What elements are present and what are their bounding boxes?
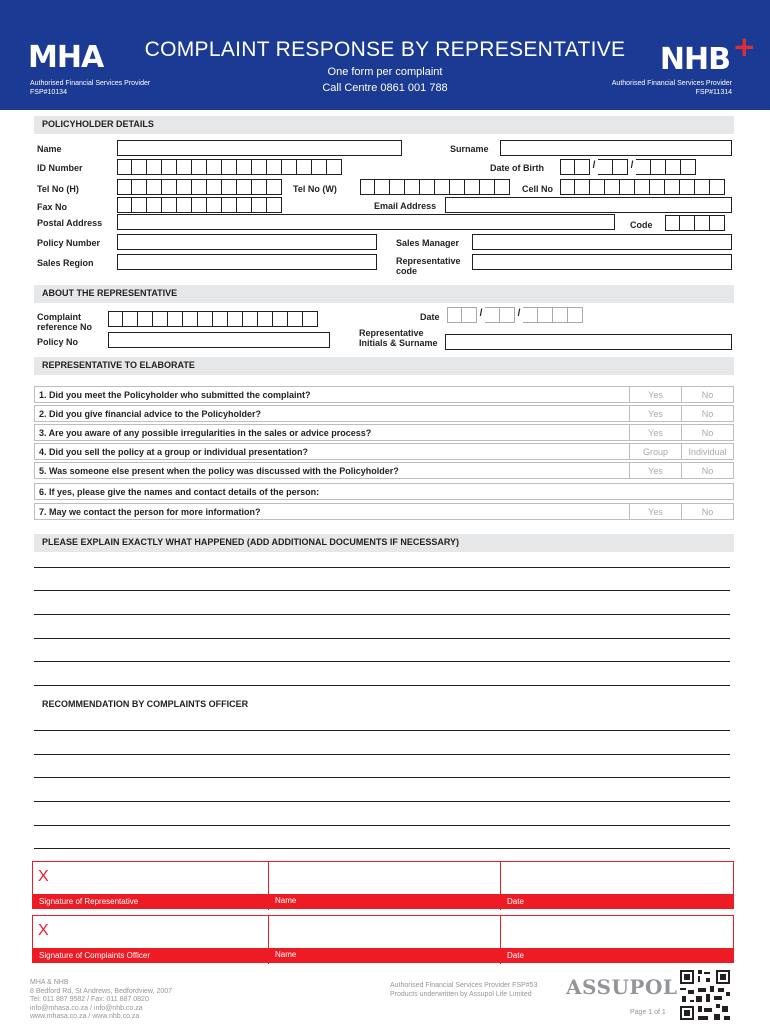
footer-phone: Tel: 011 887 9582 / Fax: 011 887 0820 — [30, 996, 149, 1003]
explain-line[interactable] — [34, 661, 730, 662]
policyholder-heading: POLICYHOLDER DETAILS — [34, 116, 734, 134]
footer-underwritten: Products underwritten by Assupol Life Limited — [390, 991, 532, 998]
tel-h-cells[interactable] — [117, 179, 282, 195]
rep-code-label — [396, 256, 461, 276]
recommendation-line[interactable] — [34, 730, 730, 731]
explain-heading: PLEASE EXPLAIN EXACTLY WHAT HAPPENED (ADD ADDITIONAL DOCUMENTS IF NECESSARY) — [34, 534, 734, 552]
representative-signature-row[interactable] — [32, 861, 734, 909]
q2-yes-option[interactable]: Yes — [630, 405, 682, 422]
rep-date-cells[interactable]: / / — [447, 307, 583, 323]
officer-signature-mark: X — [38, 922, 49, 939]
question-7-row — [34, 503, 734, 520]
id-number-label: ID Number — [37, 163, 83, 173]
recommendation-line[interactable] — [34, 801, 730, 802]
email-label: Email Address — [374, 201, 437, 211]
recommendation-heading: RECOMMENDATION BY COMPLAINTS OFFICER — [42, 699, 249, 709]
cell-label: Cell No — [522, 184, 554, 194]
right-fsp-number: FSP#11314 — [695, 89, 732, 96]
officer-signature-label: Signature of Complaints Officer — [39, 951, 151, 960]
nhb-logo: NHB — [659, 42, 730, 77]
tel-h-label: Tel No (H) — [37, 184, 79, 194]
cell-cells[interactable] — [560, 179, 725, 195]
officer-name-label: Name — [275, 950, 297, 959]
initials-line1: Representative — [359, 328, 424, 338]
name-label: Name — [37, 144, 62, 154]
question-1: 1. Did you meet the Policyholder who submitted the complaint? — [34, 386, 630, 403]
question-5: 5. Was someone else present when the policy was discussed with the Policyholder? — [34, 462, 630, 479]
q2-no-option[interactable]: No — [682, 405, 734, 422]
explain-line[interactable] — [34, 567, 730, 568]
question-4-row — [34, 443, 734, 460]
rep-signature-mark: X — [38, 868, 49, 885]
question-3: 3. Are you aware of any possible irregularities in the sales or advice process? — [34, 424, 630, 441]
initials-line2: Initials & Surname — [359, 338, 438, 348]
officer-signature-row[interactable] — [32, 915, 734, 963]
code-cells[interactable] — [665, 215, 725, 231]
rep-policy-no-field[interactable] — [108, 332, 330, 348]
rep-date-label: Date — [420, 312, 440, 322]
question-6-row — [34, 483, 734, 500]
initials-label — [359, 328, 438, 348]
complaint-ref-line1: Complaint — [37, 312, 81, 322]
q3-no-option[interactable]: No — [682, 424, 734, 441]
page-header — [0, 0, 770, 110]
q4-group-option[interactable]: Group — [630, 443, 682, 460]
fax-label: Fax No — [37, 202, 68, 212]
left-fsp-number: FSP#10134 — [30, 89, 67, 96]
call-centre: Call Centre 0861 001 788 — [322, 82, 448, 94]
footer-underwriter — [390, 981, 537, 999]
dob-cells[interactable]: / / — [560, 159, 696, 175]
page-number: Page 1 of 1 — [630, 1009, 666, 1016]
left-provider-label: Authorised Financial Services Provider — [30, 80, 151, 87]
q5-no-option[interactable]: No — [682, 462, 734, 479]
sales-region-field[interactable] — [117, 254, 377, 270]
postal-label: Postal Address — [37, 218, 103, 228]
surname-field[interactable] — [500, 140, 732, 156]
complaint-ref-cells[interactable] — [108, 311, 318, 327]
recommendation-line[interactable] — [34, 777, 730, 778]
footer-contact — [30, 979, 172, 1022]
footer-email: info@mhasa.co.za / info@nhb.co.za — [30, 1004, 143, 1012]
id-number-cells[interactable] — [117, 159, 342, 175]
surname-label: Surname — [450, 144, 489, 154]
tel-w-cells[interactable] — [360, 179, 510, 195]
question-2-row — [34, 405, 734, 422]
q1-no-option[interactable]: No — [682, 386, 734, 403]
recommendation-line[interactable] — [34, 848, 730, 849]
q1-yes-option[interactable]: Yes — [630, 386, 682, 403]
q3-yes-option[interactable]: Yes — [630, 424, 682, 441]
q5-yes-option[interactable]: Yes — [630, 462, 682, 479]
policy-number-field[interactable] — [117, 234, 377, 250]
explain-line[interactable] — [34, 614, 730, 615]
question-7: 7. May we contact the person for more information? — [34, 503, 630, 520]
recommendation-line[interactable] — [34, 754, 730, 755]
complaint-ref-label — [37, 312, 92, 332]
rep-code-field[interactable] — [472, 254, 732, 270]
tel-w-label: Tel No (W) — [293, 184, 337, 194]
sales-manager-label: Sales Manager — [396, 238, 460, 248]
q7-yes-option[interactable]: Yes — [630, 503, 682, 520]
explain-line[interactable] — [34, 638, 730, 639]
footer-website: www.mhasa.co.za / www.nhb.co.za — [30, 1013, 140, 1020]
email-field[interactable] — [445, 197, 732, 213]
rep-code-line1: Representative — [396, 256, 461, 266]
rep-code-line2: code — [396, 266, 418, 276]
question-5-row — [34, 462, 734, 479]
question-4: 4. Did you sell the policy at a group or individual presentation? — [34, 443, 630, 460]
question-1-row — [34, 386, 734, 403]
q4-individual-option[interactable]: Individual — [682, 443, 734, 460]
postal-field[interactable] — [117, 214, 615, 230]
rep-date-label-sig: Date — [507, 897, 524, 906]
dob-label: Date of Birth — [490, 163, 544, 173]
code-label: Code — [630, 220, 653, 230]
rep-name-label: Name — [275, 896, 297, 905]
right-provider-info — [612, 79, 732, 97]
representative-heading: ABOUT THE REPRESENTATIVE — [34, 285, 734, 303]
page-title: COMPLAINT RESPONSE BY REPRESENTATIVE — [144, 38, 626, 61]
question-2: 2. Did you give financial advice to the Policyholder? — [34, 405, 630, 422]
recommendation-line[interactable] — [34, 825, 730, 826]
fax-cells[interactable] — [117, 197, 282, 213]
name-field[interactable] — [117, 140, 402, 156]
footer-address: 8 Bedford Rd, St Andrews, Bedfordview, 2007 — [30, 987, 173, 995]
initials-field[interactable] — [445, 334, 732, 350]
policy-number-label: Policy Number — [37, 238, 101, 248]
officer-date-label: Date — [507, 951, 524, 960]
rep-policy-no-label: Policy No — [37, 337, 79, 347]
sales-region-label: Sales Region — [37, 258, 94, 268]
sales-manager-field[interactable] — [472, 234, 732, 250]
assupol-logo: ASSUPOL — [566, 975, 678, 999]
explain-line[interactable] — [34, 590, 730, 591]
elaborate-heading: REPRESENTATIVE TO ELABORATE — [34, 357, 734, 375]
question-6[interactable]: 6. If yes, please give the names and contact details of the person: — [34, 483, 734, 500]
q7-no-option[interactable]: No — [682, 503, 734, 520]
explain-line[interactable] — [34, 685, 730, 686]
page-subtitle: One form per complaint — [327, 66, 443, 78]
footer-fsp: Authorised Financial Services Provider FSP#53 — [390, 982, 538, 989]
rep-signature-label: Signature of Representative — [39, 897, 139, 906]
complaint-ref-line2: reference No — [37, 322, 93, 332]
qr-code-icon — [680, 970, 730, 1020]
mha-logo: MHA — [28, 40, 104, 75]
question-3-row — [34, 424, 734, 441]
right-provider-label: Authorised Financial Services Provider — [611, 80, 732, 87]
footer-company: MHA & NHB — [30, 979, 69, 986]
nhb-plus-icon: + — [732, 30, 756, 63]
